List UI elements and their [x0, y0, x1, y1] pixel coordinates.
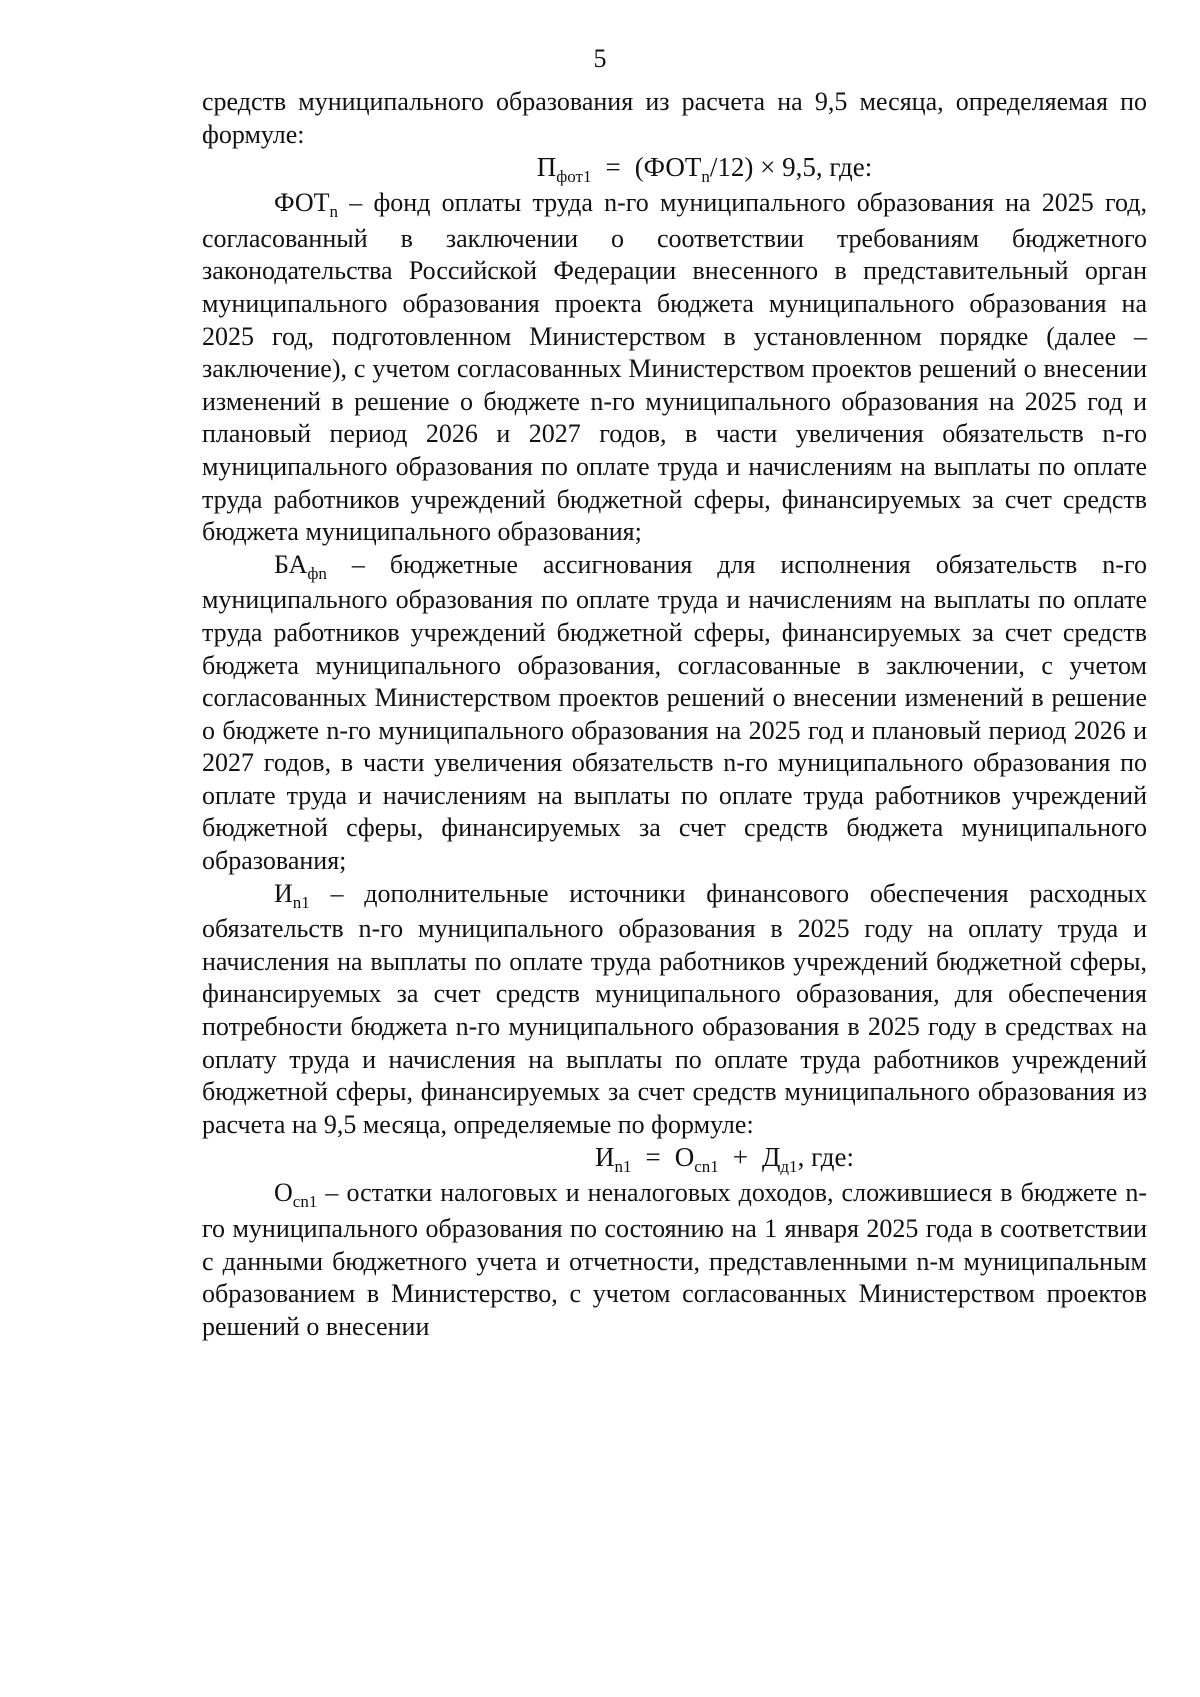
paragraph-i-text: – дополнительные источники финансового обеспечения расходных обязательств n-го муниципального образования в 2025 году на оплату труда и начисления на выплаты по оплате труда работников учреждений бюджетной сферы, финансируемых за счет средств муниципального образования, для обеспечения потребности бюджета n-го муниципального образования в 2025 году в средствах на оплату труда и начисления на выплаты по оплате труда работников учреждений бюджетной сферы, финансируемых за счет средств муниципального образования из расчета на 9,5 месяца, определяемые по формуле: [202, 878, 1147, 1139]
formula2-tail: , где: [797, 1142, 855, 1173]
formula2-plus: + [732, 1142, 748, 1173]
formula2-i-symbol: И [594, 1142, 615, 1173]
term-fot-sub: n [329, 202, 339, 222]
term-o-base: О [274, 1178, 293, 1208]
term-fot-base: ФОТ [274, 188, 330, 218]
term-ba [274, 549, 327, 583]
formula2-o-subscript: сn1 [694, 1157, 719, 1177]
formula-rest: /12) × 9,5, где: [709, 152, 873, 183]
term-i [274, 878, 310, 912]
term-i-base: И [274, 878, 293, 908]
term-o-sub: сn1 [292, 1192, 318, 1212]
formula-p-symbol: П [536, 152, 557, 183]
term-o [274, 1178, 318, 1212]
formula2-i-subscript: n1 [614, 1157, 632, 1177]
formula-p-fot1 [202, 151, 1147, 187]
formula2-d-subscript: д1 [780, 1157, 798, 1177]
formula-fot-subscript: n [701, 167, 710, 187]
paragraph-intro: средств муниципального образования из расчета на 9,5 месяца, определяемая по формуле: [202, 87, 1147, 149]
formula2-o-symbol: О [674, 1142, 695, 1173]
paragraph-ba-text: – бюджетные ассигнования для исполнения обязательств n-го муниципального образования по оплате труда и начислениям на выплаты по оплате труда работников учреждений бюджетной сферы, финансируемых за счет средств бюджета муниципального образования, согласованные в заключении, с учетом согласованных Министерством проектов решений о внесении изменений в решение о бюджете n-го муниципального образования на 2025 год и плановый период 2026 и 2027 годов, в части увеличения обязательств n-го муниципального образования по оплате труда и начислениям на выплаты по оплате труда работников учреждений бюджетной сферы, финансируемых за счет средств бюджета муниципального образования; [202, 549, 1147, 876]
paragraph-o-text: – остатки налоговых и неналоговых доходов, сложившиеся в бюджете n-го муниципального образования по состоянию на 1 января 2025 года в соответствии с данными бюджетного учета и отчетности, представленными n-м муниципальным образованием в Министерство, с учетом согласованных Министерством проектов решений о внесении [202, 1178, 1147, 1341]
formula-equals: = [605, 152, 621, 183]
formula2-equals: = [645, 1142, 661, 1173]
paragraph-ba-definition [202, 549, 1147, 878]
formula-fot-open: (ФОТ [634, 152, 702, 183]
term-i-sub: n1 [292, 892, 310, 912]
page-number: 5 [593, 44, 607, 73]
paragraph-i-definition [202, 878, 1147, 1142]
paragraph-fot-text: – фонд оплаты труда n-го муниципального образования на 2025 год, согласованный в заключении о соответствии требованиям бюджетного законодательства Российской Федерации внесенного в представительный орган муниципального образования проекта бюджета муниципального образования на 2025 год, подготовленном Министерством в установленном порядке (далее – заключение), с учетом согласованных Министерством проектов решений о внесении изменений в решение о бюджете n-го муниципального образования на 2025 год и плановый период 2026 и 2027 годов, в части увеличения обязательств n-го муниципального образования по оплате труда и начислениям на выплаты по оплате труда работников учреждений бюджетной сферы, финансируемых за счет средств бюджета муниципального образования; [202, 188, 1147, 547]
document-body [202, 86, 1147, 1343]
formula-i-n1 [202, 1141, 1147, 1177]
term-fot [274, 188, 339, 222]
formula2-d-symbol: Д [761, 1142, 781, 1173]
paragraph-o-definition [202, 1177, 1147, 1343]
term-ba-sub: фn [307, 563, 327, 583]
formula-p-subscript: фот1 [556, 167, 592, 187]
paragraph-fot-definition [202, 187, 1147, 549]
term-ba-base: БА [274, 549, 308, 579]
